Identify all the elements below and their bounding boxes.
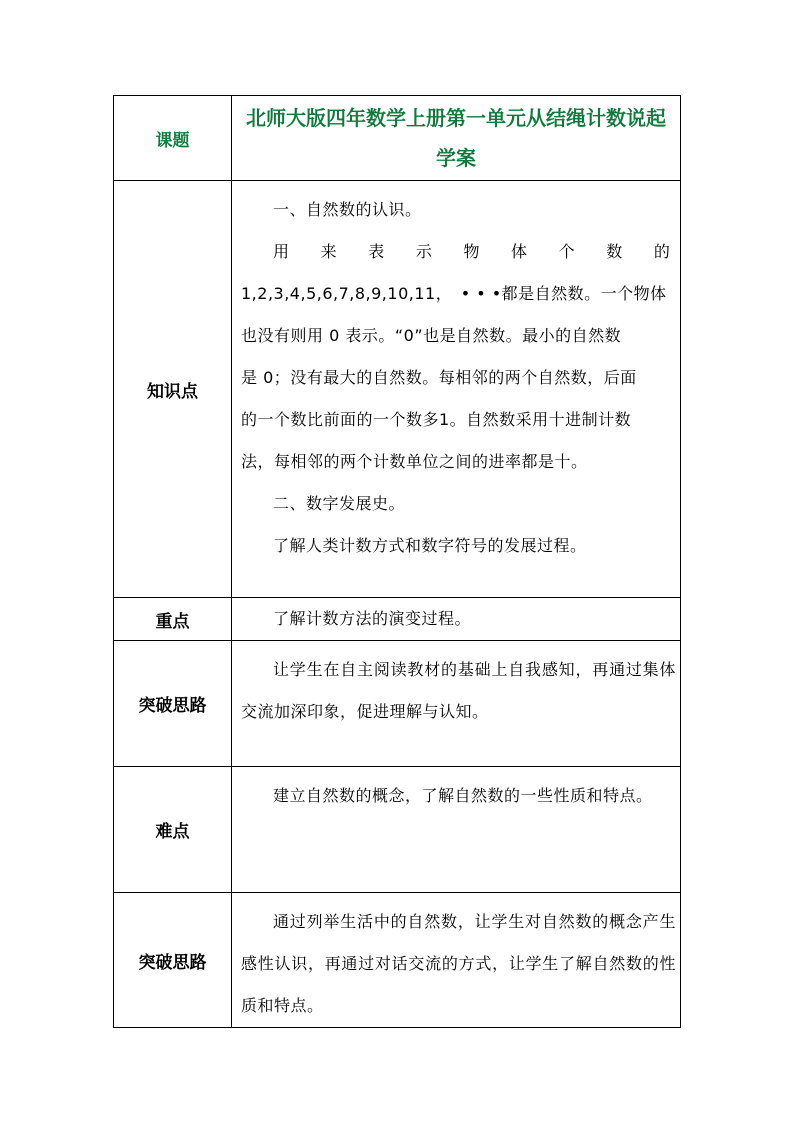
knowledge-line-4: 是 0；没有最大的自然数。每相邻的两个自然数，后面 [241,368,637,387]
knowledge-line-2: 1,2,3,4,5,6,7,8,9,10,11， • • •都是自然数。一个物体 [241,284,667,303]
spread-char: 来 [320,242,337,261]
knowledge-line-6: 法，每相邻的两个计数单位之间的进率都是十。 [241,452,588,471]
breakthrough-row-2 [114,893,681,1028]
breakthrough-label-1: 突破思路 [114,641,232,767]
difficulty-label: 难点 [114,767,232,893]
spread-char: 的 [653,242,670,261]
key-point-row [114,598,681,641]
spread-char: 用 [273,242,290,261]
difficulty-text: 建立自然数的概念，了解自然数的一些性质和特点。 [273,786,653,805]
key-point-label: 重点 [114,598,232,641]
key-point-text: 了解计数方法的演变过程。 [273,609,472,628]
knowledge-heading-1: 一、自然数的认识。 [273,200,422,219]
title-label: 课题 [114,96,232,181]
difficulty-content [232,767,681,893]
lesson-plan-table [113,95,681,1028]
key-point-content [232,598,681,641]
spread-char: 数 [606,242,623,261]
spread-char: 个 [558,242,575,261]
lesson-title: 北师大版四年数学上册第一单元从结绳计数说起学案 [232,96,681,181]
spread-char: 体 [511,242,528,261]
breakthrough-content-2 [232,893,681,1028]
knowledge-line-5: 的一个数比前面的一个数多1。自然数采用十进制计数 [241,410,632,429]
knowledge-paragraph-2: 了解人类计数方式和数字符号的发展过程。 [273,536,587,555]
breakthrough-label-2: 突破思路 [114,893,232,1028]
spread-char: 表 [368,242,385,261]
knowledge-line-3: 也没有则用 0 表示。“0”也是自然数。最小的自然数 [241,326,622,345]
breakthrough-text-2: 通过列举生活中的自然数，让学生对自然数的概念产生感性认识，再通过对话交流的方式，让学生了解自然数的性质和特点。 [241,912,676,1015]
spread-char: 示 [415,242,432,261]
difficulty-row [114,767,681,893]
spread-char: 物 [463,242,480,261]
breakthrough-text-1: 让学生在自主阅读教材的基础上自我感知，再通过集体交流加深印象，促进理解与认知。 [241,660,676,721]
knowledge-content [232,181,681,598]
knowledge-row [114,181,681,598]
knowledge-spread-line [241,231,676,273]
knowledge-label: 知识点 [114,181,232,598]
breakthrough-row-1 [114,641,681,767]
title-row [114,96,681,181]
knowledge-heading-2: 二、数字发展史。 [273,494,406,513]
breakthrough-content-1 [232,641,681,767]
